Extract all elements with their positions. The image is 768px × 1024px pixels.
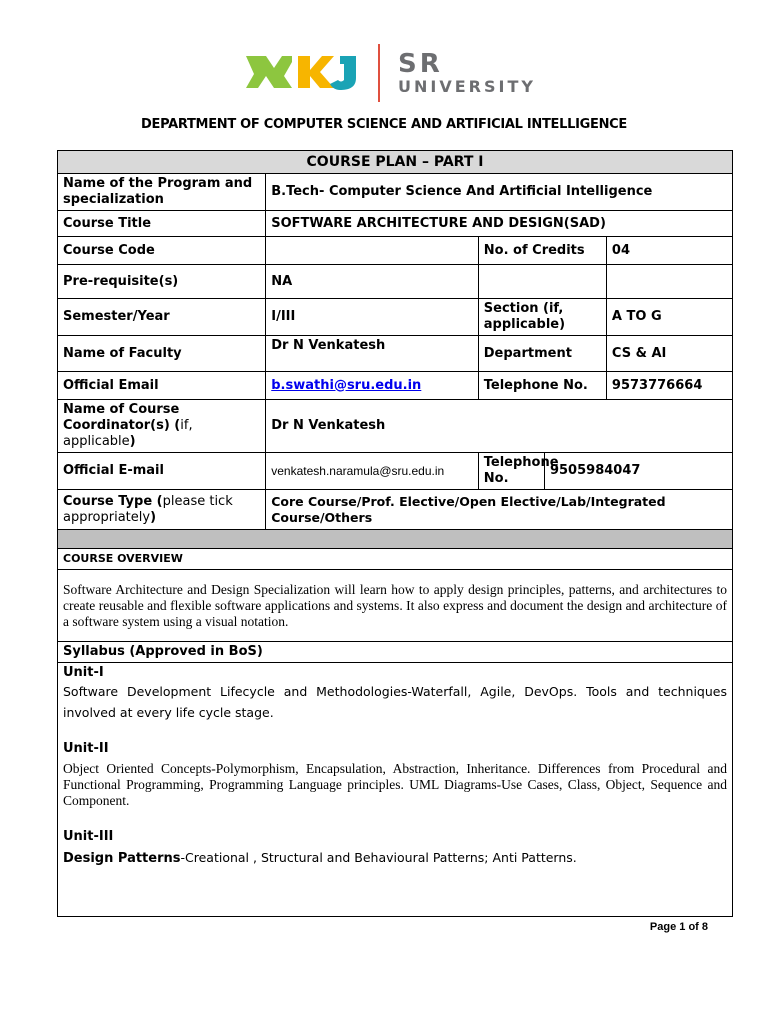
program-label: Name of the Program and specialization: [58, 174, 266, 211]
program-row: [58, 174, 733, 211]
faculty-value: Dr N Venkatesh: [266, 336, 479, 372]
svg-text:SR: SR: [398, 49, 443, 79]
coord-email-value: venkatesh.naramula@sru.edu.in: [266, 453, 479, 490]
coord-email-label: Official E-mail: [58, 453, 266, 490]
sr-university-logo-icon: [244, 42, 564, 106]
semester-label: Semester/Year: [58, 299, 266, 336]
course-code-value: [266, 237, 479, 265]
unit-3-text: [63, 847, 727, 869]
coordinator-row: [58, 400, 733, 453]
unit-1-title: Unit-I: [63, 665, 104, 680]
department-heading: DEPARTMENT OF COMPUTER SCIENCE AND ARTIFICIAL INTELLIGENCE: [141, 117, 627, 132]
page-number: Page 1 of 8: [649, 921, 708, 933]
unit-3-rest: -Creational , Structural and Behavioural Patterns; Anti Patterns.: [180, 850, 577, 865]
course-type-label-note: please tick appropriately: [63, 493, 233, 525]
official-email-cell: [266, 372, 479, 400]
unit-2-text: Object Oriented Concepts-Polymorphism, Encapsulation, Abstraction, Inheritance. Differences from Procedural and Functional Programming, Programming Language principles. UML Diagrams-Use Cases, Class, Object, Sequence and Component.: [63, 761, 727, 808]
course-plan-table: [57, 150, 733, 917]
coordinator-value: Dr N Venkatesh: [266, 400, 733, 453]
official-email-row: [58, 372, 733, 400]
syllabus-title-row: [58, 642, 733, 663]
university-logo: [244, 42, 564, 106]
course-type-row: [58, 490, 733, 530]
prereq-empty-cell-2: [606, 265, 732, 299]
prereq-empty-cell: [478, 265, 606, 299]
prereq-row: [58, 265, 733, 299]
course-title-value: SOFTWARE ARCHITECTURE AND DESIGN(SAD): [266, 211, 733, 237]
course-overview-text: Software Architecture and Design Specialization will learn how to apply design principles, patterns, and architectures to create reusable and flexible software applications and systems. It also express and document the design and architecture of a software system using a visual notation.: [58, 570, 733, 642]
gray-separator: [58, 530, 733, 549]
syllabus-content: [58, 663, 733, 917]
prereq-label: Pre-requisite(s): [58, 265, 266, 299]
course-type-label: [58, 490, 266, 530]
syllabus-title: Syllabus (Approved in BoS): [58, 642, 733, 663]
coord-telephone-label: Telephone No.: [478, 453, 544, 490]
semester-row: [58, 299, 733, 336]
course-code-row: [58, 237, 733, 265]
course-type-value: Core Course/Prof. Elective/Open Elective/Lab/Integrated Course/Others: [266, 490, 733, 530]
unit-3-bold-term: Design Patterns: [63, 851, 181, 866]
coordinator-label: [58, 400, 266, 453]
course-type-label-main: Course Type (: [63, 493, 163, 509]
course-plan-header-row: [58, 151, 733, 174]
official-email-link[interactable]: b.swathi@sru.edu.in: [271, 377, 422, 393]
course-code-label: Course Code: [58, 237, 266, 265]
faculty-row: [58, 336, 733, 372]
overview-text-row: [58, 570, 733, 642]
credits-value: 04: [606, 237, 732, 265]
course-plan-title: COURSE PLAN – PART I: [58, 151, 733, 174]
semester-value: I/III: [266, 299, 479, 336]
department-label: Department: [478, 336, 606, 372]
coordinator-label-note: if, applicable: [63, 418, 193, 449]
course-title-label: Course Title: [58, 211, 266, 237]
official-email-label: Official Email: [58, 372, 266, 400]
syllabus-content-row: [58, 663, 733, 917]
telephone-label: Telephone No.: [478, 372, 606, 400]
separator-row: [58, 530, 733, 549]
coordinator-label-main: Name of Course Coordinator(s) (: [63, 402, 181, 433]
telephone-value: 9573776664: [606, 372, 732, 400]
course-type-label-end: ): [150, 509, 157, 525]
unit-2-title: Unit-II: [63, 741, 109, 756]
coordinator-label-end: ): [129, 434, 136, 449]
coord-email-row: [58, 453, 733, 490]
faculty-label: Name of Faculty: [58, 336, 266, 372]
prereq-value: NA: [266, 265, 479, 299]
unit-1-text: Software Development Lifecycle and Methodologies-Waterfall, Agile, DevOps. Tools and techniques involved at every life cycle stage.: [63, 684, 727, 720]
coord-telephone-value: 9505984047: [544, 453, 732, 490]
course-title-row: [58, 211, 733, 237]
section-value: A TO G: [606, 299, 732, 336]
unit-3-title: Unit-III: [63, 829, 114, 844]
svg-text:UNIVERSITY: UNIVERSITY: [398, 77, 536, 96]
overview-title-row: [58, 549, 733, 570]
department-value: CS & AI: [606, 336, 732, 372]
course-overview-title: COURSE OVERVIEW: [58, 549, 733, 570]
program-value: B.Tech- Computer Science And Artificial Intelligence: [266, 174, 733, 211]
section-label: Section (if, applicable): [478, 299, 606, 336]
credits-label: No. of Credits: [478, 237, 606, 265]
